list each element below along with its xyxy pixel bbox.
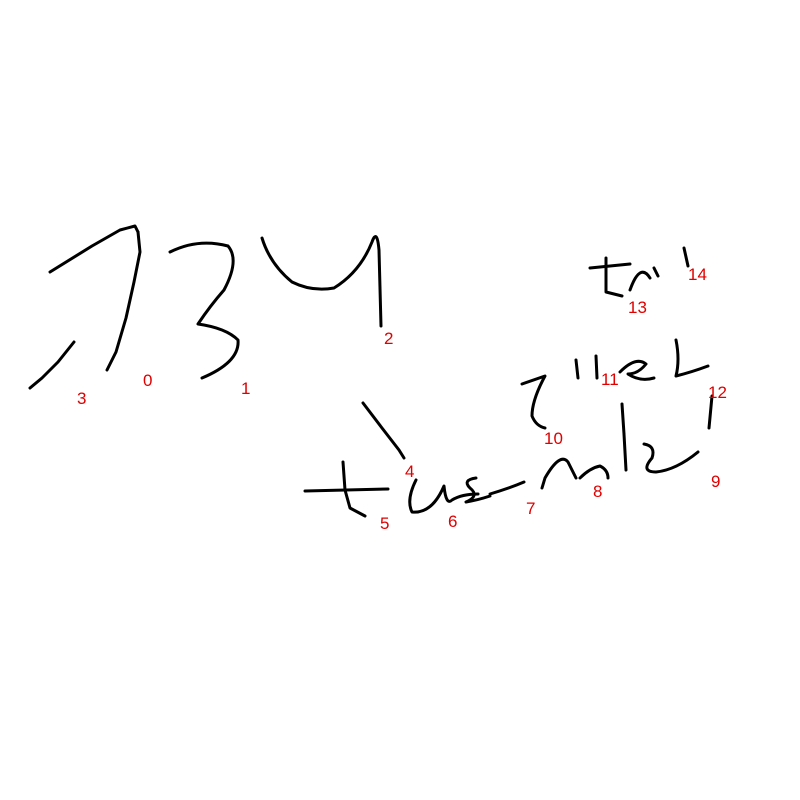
stroke-label-1: 1: [241, 379, 251, 398]
ink-stroke-14b: [684, 248, 688, 266]
ink-stroke-10: [522, 376, 545, 428]
ink-stroke-7: [490, 482, 524, 494]
stroke-label-6: 6: [448, 512, 458, 531]
ink-stroke-11b: [596, 356, 597, 378]
ink-stroke-3: [50, 226, 138, 272]
ink-stroke-13c: [630, 272, 650, 290]
ink-stroke-8c: [622, 404, 626, 470]
stroke-label-9: 9: [711, 472, 721, 491]
stroke-label-3: 3: [77, 389, 87, 408]
ink-stroke-4: [363, 403, 404, 458]
ink-stroke-3b: [30, 342, 74, 388]
ink-stroke-11d: [676, 340, 708, 376]
ink-stroke-1: [170, 243, 238, 378]
stroke-label-12: 12: [708, 383, 727, 402]
ink-stroke-0: [107, 232, 140, 370]
ink-stroke-11c: [620, 361, 654, 379]
stroke-label-8: 8: [593, 482, 603, 501]
stroke-label-11: 11: [601, 370, 619, 389]
stroke-label-10: 10: [544, 429, 563, 448]
ink-stroke-13: [590, 264, 630, 268]
stroke-label-4: 4: [405, 462, 415, 481]
ink-stroke-6b: [466, 478, 490, 502]
ink-stroke-8b: [580, 466, 608, 478]
ink-stroke-9: [644, 444, 698, 472]
stroke-label-7: 7: [526, 499, 536, 518]
stroke-label-13: 13: [628, 298, 647, 317]
ink-stroke-2: [262, 237, 381, 326]
stroke-label-5: 5: [380, 514, 390, 533]
ink-stroke-11: [576, 360, 578, 378]
ink-stroke-8: [542, 459, 576, 488]
stroke-label-14: 14: [688, 265, 707, 284]
stroke-label-2: 2: [384, 329, 394, 348]
stroke-label-0: 0: [143, 371, 153, 390]
ink-stroke-14: [654, 268, 658, 276]
